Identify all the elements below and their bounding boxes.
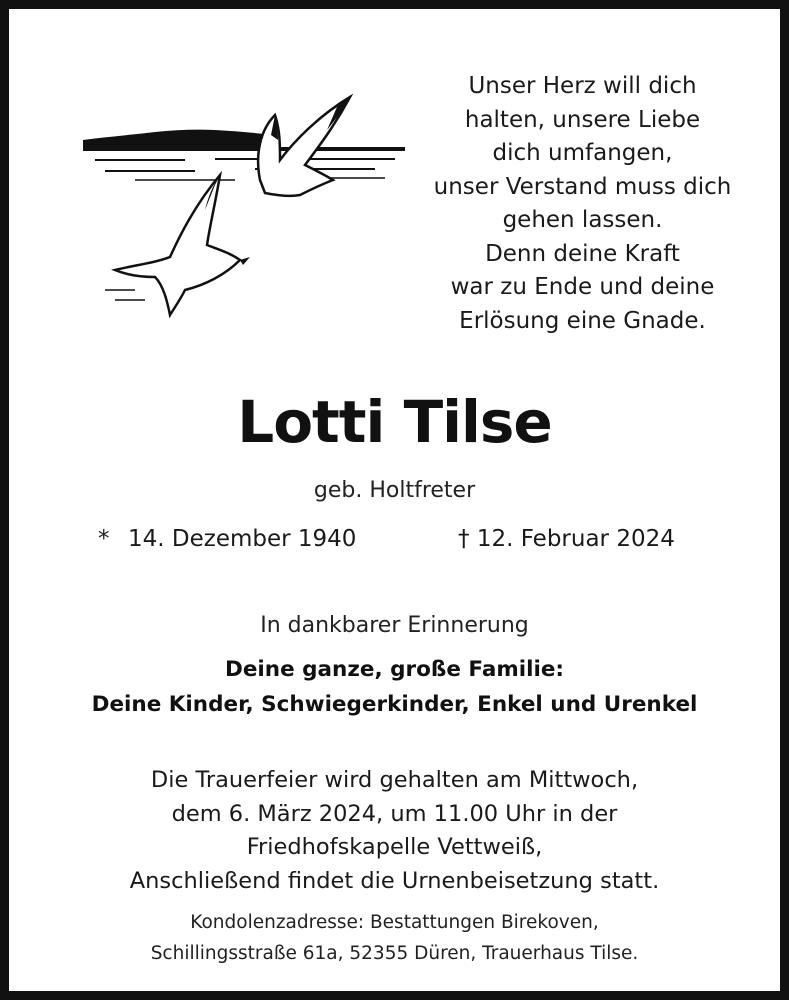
service-line: dem 6. März 2024, um 11.00 Uhr in der [171, 800, 618, 827]
maiden-name: geb. Holtfreter [313, 478, 476, 503]
service-line: Friedhofskapelle Vettweiß, [246, 834, 543, 860]
poem [415, 70, 750, 338]
poem-line: halten, unsere Liebe [464, 106, 701, 133]
poem-line: Denn deine Kraft [485, 240, 680, 267]
condolence-address [0, 907, 789, 969]
poem-line: gehen lassen. [502, 207, 663, 233]
deceased-name: Lotti Tilse [237, 388, 552, 456]
service-line: Die Trauerfeier wird gehalten am Mittwoch, [150, 767, 639, 793]
address-line: Kondolenzadresse: Bestattungen Birekoven, [190, 912, 599, 933]
family-signature [0, 652, 789, 722]
birth-date: 14. Dezember 1940 [128, 526, 357, 552]
family-line: Deine ganze, große Familie: [224, 657, 565, 682]
funeral-service-info [0, 764, 789, 898]
family-line: Deine Kinder, Schwiegerkinder, Enkel und Urenkel [91, 692, 698, 717]
memory-line: In dankbarer Erinnerung [260, 613, 529, 638]
service-line: Anschließend findet die Urnenbeisetzung statt. [129, 867, 660, 894]
death-date: 12. Februar 2024 [476, 526, 675, 552]
death-date-line [458, 526, 675, 552]
birth-date-line [98, 526, 356, 552]
birth-symbol: * [98, 526, 110, 552]
seagulls-over-sea-illustration [75, 85, 405, 330]
poem-line: Unser Herz will dich [468, 73, 697, 99]
poem-line: war zu Ende und deine [450, 274, 715, 300]
poem-line: dich umfangen, [492, 140, 673, 166]
poem-line: unser Verstand muss dich [433, 173, 732, 200]
poem-line: Erlösung eine Gnade. [459, 307, 706, 334]
address-line: Schillingsstraße 61a, 52355 Düren, Trauerhaus Tilse. [150, 943, 639, 964]
death-symbol: † [458, 526, 470, 552]
